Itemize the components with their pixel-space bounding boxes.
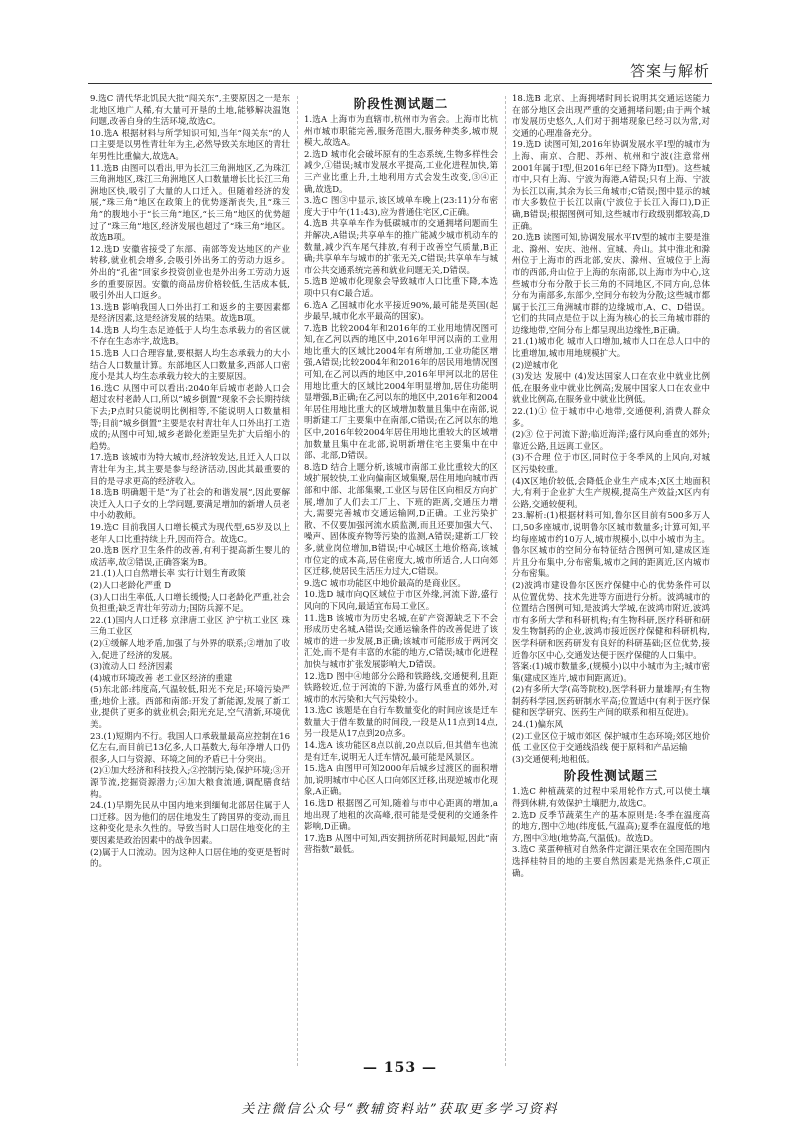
answer-item: 16.选C 从图中可以看出:2040年后城市老龄人口会超过农村老龄人口,所以“城乡倒置”现象不会长期持续下去;P点时只能说明比例相等,不能说明人口数量相等;目前“城乡倒置”主要是农村青壮年人口外出打工造成的;从图中可知,城乡老龄化差距呈先扩大后缩小的趋势。	[90, 383, 290, 452]
answer-item: 20.选B 医疗卫生条件的改善,有利于提高新生婴儿的成活率,故②错误,正确答案为B。	[90, 546, 290, 568]
column-right	[512, 94, 710, 1104]
column-divider-1	[297, 96, 298, 1066]
answer-item: 11.选B 由图可以看出,甲为长江三角洲地区,乙为珠江三角洲地区,珠江三角洲地区人口数量增长比长江三角洲地区快,吸引了大量的人口迁入。但随着经济的发展,“珠三角”地区在政策上的优势逐渐丧失,且“珠三角”的腹地小于“长三角”地区,“长三角”地区的优势超过了“珠三角”地区,经济发展也超过了“珠三角”地区。故选B项。	[90, 163, 290, 244]
answer-item: (2)属于人口流动。因为这种人口居住地的变更是暂时的。	[90, 847, 290, 870]
answer-item: 7.选B 比较2004年和2016年的工业用地情况图可知,在乙河以西的地区中,2016年甲河以南的工业用地比重大的区域比2004年有所增加,工业功能区增强,A错误;比较2004年和2016年的居民用地情况图可知,在乙河以西的地区中,2016年甲河以北的居住用地比重大的区域比2004年明显增加,居住功能明显增强,B正确;在乙河以东的地区中,2016年和2004年居住用地比重大的区域增加数量且集中在南部,说明新建工厂主要集中在南部,C错误;在乙河以东的地区中,2016年较2004年居住用地比重较大的区域增加数量且集中在北部,说明新增住宅主要集中在中部、北部,D错误。	[304, 323, 498, 462]
answer-item: 22.(1)国内人口迁移 京津唐工业区 沪宁杭工业区 珠三角工业区	[90, 615, 290, 638]
answer-item: 4.选B 共享单车作为低碳城市的交通拥堵问题而生并解决,A错误;共享单车的推广能减少城市机动车的数量,减少汽车尾气排放,有利于改善空气质量,B正确;共享单车与城市的扩张无关,C错误;共享单车与城市公共交通系统完善和就业问题无关,D错误。	[304, 219, 498, 276]
footer-promo-text: 关注微信公众号“教辅资料站”获取更多学习资料	[241, 1102, 559, 1117]
answer-item: 19.选C 目前我国人口增长模式为现代型,65岁及以上老年人口比重持续上升,因而符合。故选C。	[90, 522, 290, 545]
answer-item: (3)流动人口 经济因素	[90, 662, 173, 673]
answer-item: 21.(1)人口自然增长率 实行计划生育政策	[90, 569, 246, 580]
answer-item: 19.选D 读图可知,2016年协调发展水平I型的城市为上海、南京、合肥、苏州、杭州和宁波(注意常州2001年属于I型,但2016年已经下降为II型)。这些城市中,只有上海、宁波为海港,A错误;只有上海、宁波为长江以南,其余为长三角城市;C错误;图中显示的城市大多数位于长江以南(宁波位于长江入海口),D正确,B错误;根据图例可知,这些城市行政级别都较高,D正确。	[512, 140, 710, 232]
answer-item: (3)交通便利;地租低。	[512, 754, 595, 765]
answer-item: 8.选D 结合上题分析,该城市南部工业比重较大的区域扩展较快,工业向偏南区域集聚,居住用地向城市西部和中部、北部集聚,工业区与居住区向相反方向扩展,增加了人们去工厂上、下班的距离,交通压力增大,需要完善城市交通运输网,D正确。工业污染扩散、不仅要加强河流水质监测,而且还要加强大气、噪声、固体废弃物等污染的监测,A错误;建新工厂较多,就业岗位增加,B错误;中心城区土地价格高,该城市位定的成本高,居住密度大,城市所适合,人口向郊区迁移,使居民生活压力过大,C错误。	[304, 462, 498, 578]
answer-item: (2)人口老龄化严重 D	[90, 580, 172, 591]
answer-item: 答案:(1)城市数量多,(规模小)以中小城市为主;城市密集(建成区连片,城市间距离近)。	[512, 662, 710, 684]
answer-item: 11.选B 该城市为历史名城,在矿产资源缺乏下不会形成历史名城,A错误;交通运输条件的改善促进了该城市的进一步发展,B正确;该城市可能形成于两河交汇处,而不是有丰富的水能的地方,C错误;城市化进程加快与城市扩张发展影响大,D错误。	[304, 613, 498, 670]
answer-item: 14.选A 该功能区8点以前,20点以后,但其借车也流是有迁车,说明无人迁车情况,最可能是风景区。	[304, 741, 498, 763]
answer-item: (2)逆城市化	[512, 360, 559, 371]
answer-item: (2)①加大经济和科技投入;②控制污染,保护环境;③开源节流,挖掘资源潜力;④加大粮食流通,调配膳食结构。	[90, 766, 290, 800]
header-rule	[88, 83, 712, 84]
answer-item: (2)③ 位于河流下游;临近海洋;盛行风向垂直的郊外;靠近公路,且远离工业区。	[512, 430, 710, 452]
answer-item: (2)①缓解人地矛盾,加强了与外界的联系;②增加了收入,促进了经济的发展。	[90, 638, 290, 661]
header-title: 答案与解析	[629, 62, 710, 80]
answer-item: 6.选A 乙国城市化水平接近90%,最可能是英国(起步最早,城市化水平最高的国家)。	[304, 300, 498, 323]
answer-item: 22.(1)① 位于城市中心地带,交通便利,消费人群众多。	[512, 407, 710, 429]
answer-item: 9.选C 清代华北饥民大批“闯关东”,主要原因之一是东北地区地广人稀,有大量可开垦的土地,能够解决温饱问题,改善自身的生活环境,故选C。	[90, 94, 290, 128]
answer-item: (4)城市环境改善 老工业区经济的重建	[90, 673, 233, 684]
answer-item: 24.(1)偏东风	[512, 720, 564, 731]
answer-item: (3)不合理 位于市区,同时位于冬季风的上风向,对城区污染较重。	[512, 453, 710, 475]
page-number: — 153 —	[363, 1060, 437, 1076]
answer-item: 9.选C 城市功能区中地价最高的是商业区。	[304, 578, 466, 589]
answer-item: 23.解析:(1)根据材料可知,鲁尔区目前有500多万人口,50多座城市,说明鲁尔区城市数量多;计算可知,平均每座城市约10万人,城市规模小,以中小城市为主。鲁尔区城市的空间分布特征结合图例可知,建成区连片且分布集中,分布密集,城市之间的距离近,区内城市分布密集。	[512, 511, 710, 580]
column-divider-2	[505, 96, 506, 1066]
answer-item: 13.选B 影响我国人口外出打工和返乡的主要因素都是经济因素,这是经济发展的结果。故选B项。	[90, 302, 290, 325]
answer-item: 16.选D 根据图乙可知,随着与市中心距离的增加,a地出现了地租的次高峰,很可能是受便利的交通条件影响,D正确。	[304, 799, 498, 833]
answer-item: 18.选B 明确题干是“为了社会的和谐发展”,因此要解决迁入人口子女的上学问题,要满足增加的新增人员老中小幼教师。	[90, 488, 290, 522]
answer-item: 2.选D 城市化会破坏原有的生态系统,生物多样性会减少,①错误;城市发展水平提高,工业化进程加快,第三产业比重上升,土地利用方式会发生改变,③④正确,故选D。	[304, 149, 498, 195]
answer-item: (2)工业区位于城市郊区 保护城市生态环境;郊区地价低 工业区位于交通线沿线 便于原料和产品运输	[512, 731, 710, 754]
answer-item: 3.选C 图③中显示,该区域单车晚上(23:11)分布密度大于中午(11:43),应为普通住宅区,C正确。	[304, 196, 498, 218]
section-title-test-2: 阶段性测试题二	[353, 96, 449, 111]
answer-item: (4)X区地价较低,会降低企业生产成本;X区土地面积大,有利于企业扩大生产规模,提高生产效益;X区内有公路,交通较便利。	[512, 476, 710, 510]
answer-item: 10.选D 城市向Q区域位于市区外缘,河流下游,盛行风向的下风向,最适宜布局工业区。	[304, 590, 498, 612]
answer-item: 2.选D 反季节蔬菜生产的基本原则是:冬季在温度高的地方,图中⑦地(纬度低,气温高);夏季在温度低的地方,图中③地(地势高,气温低)。故选D。	[512, 810, 710, 844]
answer-item: 17.选B 该城市为特大城市,经济较发达,且迁入人口以青壮年为主,其主要是参与经济活动,因此其最重要的目的是寻求更高的经济收入。	[90, 453, 290, 487]
answer-item: 12.选D 安徽省接受了东部、南部等发达地区的产业转移,就业机会增多,会吸引外出务工的劳动力返乡。外出的“孔雀”回家乡投资创业也是外出务工劳动力返乡的重要原因。安徽的商品房价格较低,生活成本低,吸引外出人口返乡。	[90, 244, 290, 302]
answer-item: 23.(1)短期内不行。我国人口承载量最高应控制在16亿左右,而目前已13亿多,人口基数大,每年净增人口仍很多,人口与资源、环境之间的矛盾已十分突出。	[90, 731, 290, 765]
answer-item: (5)东北部:纬度高,气温较低,阳光不充足;环境污染严重;地价上涨。西部和南部:开发了新能源,发展了新工业,提供了更多的就业机会;阳光充足,空气清新,环境优美。	[90, 685, 290, 731]
answer-item: 15.选B 人口合理容量,要根据人均生态承载力的大小结合人口数量计算。东部地区人口数量多,西部人口密度小是其人均生态承载力较大的主要原因。	[90, 349, 290, 383]
answer-item: 14.选B 人均生态足迹低于人均生态承载力的省区就不存在生态赤字,故选B。	[90, 325, 290, 348]
answer-item: 21.(1)城市化 城市人口增加,城市人口在总人口中的比重增加,城市用地规模扩大。	[512, 337, 710, 360]
answer-item: (3)发达 发展中 (4)发达国家人口在农业中就业比例低,在服务业中就业比例高;发展中国家人口在农业中就业比例高,在服务业中就业比例低。	[512, 372, 710, 406]
answer-item: 20.选B 读图可知,协调发展水平IV型的城市主要是淮北、滁州、安庆、池州、宣城、舟山。其中淮北和滁州位于上海市的西北部,安庆、滁州、宣城位于上海市的西部,舟山位于上海的东南部,以上海市为中心,这些城市分布分散于长三角的不同地区,不同方向,总体分布为南部多,东部少,空间分布较为分散;这些城市都属于长江三角洲城市群的边缘城市,A、C、D错误。它们的共同点是位于以上海为核心的长三角城市群的边缘地带,空间分布上都呈现出边缘性,B正确。	[512, 233, 710, 336]
answer-item: 15.选A 由图甲可知2000年后城乡过渡区的面积增加,说明城市中心区人口向郊区迁移,出现逆城市化现象,A正确。	[304, 764, 498, 798]
answer-item: 10.选A 根据材料与所学知识可知,当年“闯关东”的人口主要是以男性青壮年为主,必然导致关东地区的青壮年男性比重偏大,故选A。	[90, 128, 290, 162]
answer-item: (2)波鸿市建设鲁尔区医疗保健中心的优势条件可以从位置优势、技术先进等方面进行分析。波鸿城市的位置结合图例可知,是波鸿大学城,在波鸿市附近,波鸿市有多所大学和科研机构;有生物科研,医疗科研和研发生物制药的企业,波鸿市接近医疗保健和科研机构,医学科研和医药研发有良好的科研基础;区位优势,接近鲁尔区中心,交通发达便于医疗保健的人口集中。	[512, 580, 710, 661]
section-title-test-3: 阶段性测试题三	[563, 768, 659, 784]
column-left	[90, 94, 290, 1104]
answer-item: 5.选B 逆城市化现象会导致城市人口比重下降,本选项中只有C最合适。	[304, 277, 498, 299]
answer-item: 13.选C 该题是在自行车数量变化的时间应该是迁车数量大于借车数量的时间段,一段是从11点到14点,另一段是从17点到20点多。	[304, 706, 498, 740]
answer-item: (2)有多所大学(高等院校),医学科研力量雄厚;有生物制药科学园,医药研制水平高;位置适中(有利于医疗保健和医学研究、医药生产间的联系和相互促进)。	[512, 685, 710, 719]
answer-item: (3)人口出生率低,人口增长缓慢;人口老龄化严重,社会负担重;缺乏青壮年劳动力;国防兵源不足。	[90, 592, 290, 615]
answer-item: 1.选A 上海市为直辖市,杭州市为省会。上海市比杭州市城市职能完善,服务范围大,服务种类多,城市规模大,故选A。	[304, 115, 498, 149]
answer-item: 17.选B 从图中可知,西安拥挤所花时间最短,因此“南营指数”最低。	[304, 833, 498, 856]
answer-item: 3.选C 菜蛋种植对自然条件定湖汪果农在全国范围内选择桂特目的地的主要自然因素是光热条件,C项正确。	[512, 845, 710, 879]
answer-item: 12.选D 图中④地部分公路和铁路线,交通便利,且距铁路较近,位于河流的下游,为盛行风垂直的郊外,对城市的水污染和大气污染较小。	[304, 671, 498, 705]
column-middle	[304, 94, 498, 1104]
answer-item: 24.(1)早期先民从中国内地来到缅甸北部居住属于人口迁移。因为他们的居住地发生了跨国界的变动,而且这种变化是永久性的。导致当时人口居住地变化的主要因素是政治因素中的战争因素。	[90, 801, 290, 846]
answer-item: 1.选C 种植蔬菜的过程中采用轮作方式,可以使土壤得到休耕,有效保护土壤肥力,故选C。	[512, 787, 710, 810]
answer-item: 18.选B 北京、上海拥堵时间长说明其交通运送能力在部分地区会出现严重的交通拥堵问题;由于两个城市发展历史悠久,人们对于拥堵现象已经习以为常,对交通的心理准备充分。	[512, 94, 710, 139]
